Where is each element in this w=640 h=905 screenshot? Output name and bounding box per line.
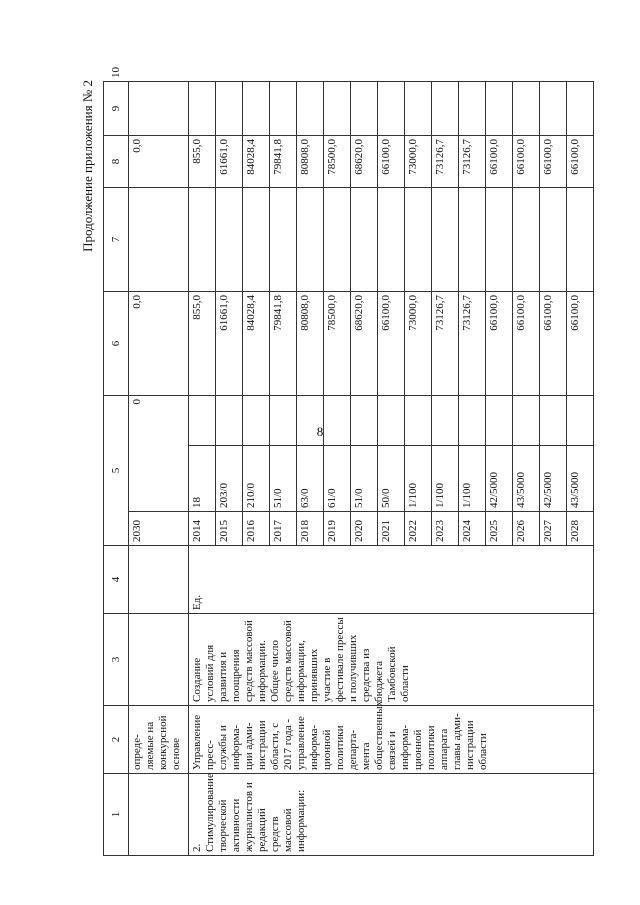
cell-c6: 66100,0 [378, 291, 405, 395]
col-num-9: 9 [104, 81, 129, 135]
col-num-6: 6 [104, 291, 129, 395]
cell-c8: 80808,0 [297, 135, 324, 187]
col-num-4: 4 [104, 546, 129, 614]
cell-c7 [351, 187, 378, 291]
cell-c8: 66100,0 [486, 135, 513, 187]
program-table [103, 66, 594, 856]
cell-indicator: Создание условий для развития и поощрения средств массовой информации. Общее число средств массовой информации, принявших участие в фестивале прессы и получивших средства из бюджета Тамбовской области [189, 614, 594, 706]
cell-c9 [189, 81, 216, 135]
col-num-2: 2 [104, 706, 129, 774]
cell-c5b [351, 395, 378, 445]
cell-c6: 61661,0 [216, 291, 243, 395]
cell-year: 2023 [432, 512, 459, 546]
cell-c5a: 1/100 [405, 446, 432, 512]
cell-year: 2025 [486, 512, 513, 546]
cell-c5a: 51/0 [351, 446, 378, 512]
cell-c5b [297, 395, 324, 445]
cell-c6: 73126,7 [432, 291, 459, 395]
col-num-7: 7 [104, 187, 129, 291]
cell-c7 [243, 187, 270, 291]
cell-c6: 73000,0 [405, 291, 432, 395]
cell-c5a: 210/0 [243, 446, 270, 512]
cell-c6: 855,0 [189, 291, 216, 395]
cell-c9 [297, 81, 324, 135]
cell-c5b [513, 395, 540, 445]
cell-c1-empty [129, 774, 189, 856]
cell-c8: 73126,7 [459, 135, 486, 187]
cell-c7 [216, 187, 243, 291]
cell-c7 [378, 187, 405, 291]
cell-c8: 73126,7 [432, 135, 459, 187]
cell-c7 [540, 187, 567, 291]
continuation-label: Продолжение приложения № 2 [80, 80, 95, 252]
page-number: 8 [316, 424, 324, 439]
cell-c5b [405, 395, 432, 445]
cell-c5b [243, 395, 270, 445]
cell-c6: 66100,0 [513, 291, 540, 395]
cell-c5b [540, 395, 567, 445]
cell-c5a: 18 [189, 446, 216, 512]
column-number-row: 1 2 3 4 5 6 7 8 9 10 [104, 81, 129, 855]
cell-c5a: 43/5000 [567, 446, 594, 512]
cell-c5a: 1/100 [432, 446, 459, 512]
cell-c7 [405, 187, 432, 291]
cell-c8: 84028,4 [243, 135, 270, 187]
cell-c9 [513, 81, 540, 135]
cell-c5a: 63/0 [297, 446, 324, 512]
cell-c7 [459, 187, 486, 291]
cell-c7 [297, 187, 324, 291]
cell-year: 2027 [540, 512, 567, 546]
cell-c4-empty [129, 546, 189, 614]
cell-c8: 61661,0 [216, 135, 243, 187]
cell-c5b [216, 395, 243, 445]
cell-c8: 68620,0 [351, 135, 378, 187]
cell-year: 2014 [189, 512, 216, 546]
cell-c3-empty [129, 614, 189, 706]
cell-c6: 73126,7 [459, 291, 486, 395]
cell-c5a: 61/0 [324, 446, 351, 512]
col-num-1: 1 [104, 774, 129, 856]
cell-c5a: 203/0 [216, 446, 243, 512]
col-num-5: 5 [104, 395, 129, 545]
cell-c9 [324, 81, 351, 135]
cell-c5a: 1/100 [459, 446, 486, 512]
cell-c5a: 51/0 [270, 446, 297, 512]
cell-c6: 78500,0 [324, 291, 351, 395]
cell-c5b [486, 395, 513, 445]
cell-c8: 66100,0 [567, 135, 594, 187]
cell-c9 [432, 81, 459, 135]
cell-c6: 68620,0 [351, 291, 378, 395]
table-row-2030 [129, 81, 189, 855]
cell-c8: 73000,0 [405, 135, 432, 187]
cell-c6: 79841,8 [270, 291, 297, 395]
cell-year: 2015 [216, 512, 243, 546]
cell-year: 2026 [513, 512, 540, 546]
cell-c9 [351, 81, 378, 135]
cell-year: 2028 [567, 512, 594, 546]
cell-c7 [432, 187, 459, 291]
cell-c6: 80808,0 [297, 291, 324, 395]
cell-measure-name: 2. Стимулирование творческой активности журналистов и редакций средств массовой информации: [189, 774, 594, 856]
table-row-2014 [189, 81, 216, 855]
cell-c6: 84028,4 [243, 291, 270, 395]
cell-c7 [567, 187, 594, 291]
cell-c5a: 42/5000 [540, 446, 567, 512]
cell-c5: 0 [129, 395, 189, 511]
cell-year: 2016 [243, 512, 270, 546]
cell-c9 [405, 81, 432, 135]
cell-c5a: 43/5000 [513, 446, 540, 512]
cell-c6: 66100,0 [486, 291, 513, 395]
cell-c9 [270, 81, 297, 135]
cell-c9 [459, 81, 486, 135]
cell-year: 2022 [405, 512, 432, 546]
cell-c5b [270, 395, 297, 445]
cell-c7 [189, 187, 216, 291]
cell-c8: 66100,0 [513, 135, 540, 187]
cell-c8: 79841,8 [270, 135, 297, 187]
cell-c7 [270, 187, 297, 291]
cell-c7 [513, 187, 540, 291]
cell-year: 2017 [270, 512, 297, 546]
cell-c6: 66100,0 [540, 291, 567, 395]
col-num-8: 8 [104, 135, 129, 187]
cell-c8: 0,0 [129, 135, 189, 187]
cell-unit: Ед. [189, 546, 594, 614]
cell-c9 [129, 81, 189, 135]
cell-year: 2020 [351, 512, 378, 546]
cell-c8: 78500,0 [324, 135, 351, 187]
cell-executor: Управление пресс-службы и информа-ции адми-нистрации области, с 2017 года - управление информа-ционной политики департа-мента общественных связей и информа-ционной политики аппарата главы адми-нистрации области [189, 706, 594, 774]
cell-c9 [243, 81, 270, 135]
cell-c9 [378, 81, 405, 135]
cell-year: 2021 [378, 512, 405, 546]
cell-c5b [459, 395, 486, 445]
cell-c5a: 50/0 [378, 446, 405, 512]
cell-year: 2019 [324, 512, 351, 546]
cell-year: 2018 [297, 512, 324, 546]
col-num-3: 3 [104, 614, 129, 706]
cell-c7 [324, 187, 351, 291]
cell-c8: 855,0 [189, 135, 216, 187]
cell-c5b [324, 395, 351, 445]
cell-c7 [129, 187, 189, 291]
cell-c5b [378, 395, 405, 445]
cell-c8: 66100,0 [378, 135, 405, 187]
rotated-table-page [80, 66, 620, 880]
cell-year: 2030 [129, 512, 189, 546]
cell-c9 [540, 81, 567, 135]
cell-c5b [432, 395, 459, 445]
cell-c8: 66100,0 [540, 135, 567, 187]
cell-c6: 0,0 [129, 291, 189, 395]
cell-c9 [486, 81, 513, 135]
cell-c2-competitive: опреде-ляемые на конкурсной основе [129, 706, 189, 774]
cell-year: 2024 [459, 512, 486, 546]
cell-c5a: 42/5000 [486, 446, 513, 512]
cell-c7 [486, 187, 513, 291]
cell-c9 [216, 81, 243, 135]
cell-c5b [567, 395, 594, 445]
cell-c6: 66100,0 [567, 291, 594, 395]
cell-c5b [189, 395, 216, 445]
cell-c9 [567, 81, 594, 135]
